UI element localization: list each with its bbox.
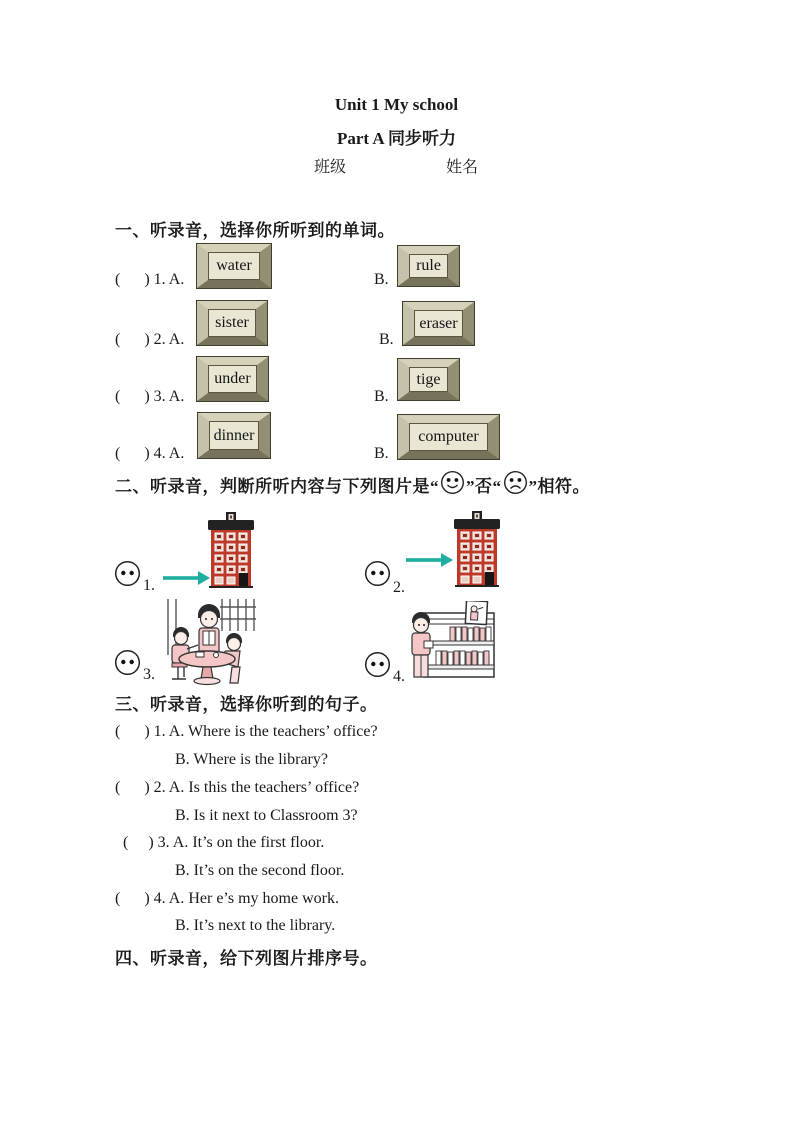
question4-prefix: ( ) 4. A. (115, 445, 185, 462)
question3-b-label: B. (374, 388, 389, 405)
sentence-line: B. Where is the library? (175, 751, 328, 768)
building-image-floor2 (453, 511, 501, 587)
face-no-mouth-icon (364, 560, 391, 587)
picture-number: 3. (143, 666, 155, 683)
sentence-line: ( ) 3. A. It’s on the first floor. (123, 834, 325, 851)
question3-prefix: ( ) 3. A. (115, 388, 185, 405)
face-no-mouth-icon (364, 651, 391, 678)
word-label: sister (215, 314, 249, 331)
section2-heading-start: 二、听录音，判断所听内容与下列图片是“ (115, 477, 439, 496)
word-label: eraser (419, 314, 458, 332)
word-label: computer (418, 428, 479, 445)
sentence-line: ( ) 1. A. Where is the teachers’ office? (115, 723, 378, 740)
page-subtitle: Part A 同步听力 (337, 129, 456, 148)
word-button-computer[interactable] (398, 415, 499, 459)
picture-number: 2. (393, 579, 405, 596)
sentence-line: B. It’s next to the library. (175, 917, 336, 934)
question2-b-label: B. (379, 331, 394, 348)
classroom-scene-image (160, 597, 258, 687)
sentence-line: ( ) 2. A. Is this the teachers’ office? (115, 779, 360, 796)
word-label: water (216, 257, 252, 274)
picture-number: 1. (143, 577, 155, 594)
teal-right-arrow-icon (163, 571, 210, 585)
word-button-tige[interactable] (398, 359, 459, 400)
section4-heading: 四、听录音，给下列图片排序号。 (115, 949, 378, 968)
word-button-eraser[interactable] (403, 302, 474, 345)
word-label: under (214, 370, 251, 387)
section2-heading-end: ”相符。 (528, 477, 590, 496)
class-label: 班级 (314, 159, 347, 176)
page-title: Unit 1 My school (334, 95, 459, 114)
name-label: 姓名 (446, 159, 479, 176)
question1-b-label: B. (374, 271, 389, 288)
library-scene-image (406, 601, 502, 681)
sentence-line: ( ) 4. A. Her e’s my home work. (115, 890, 339, 907)
question2-prefix: ( ) 2. A. (115, 331, 185, 348)
building-image-floor1 (207, 512, 255, 588)
smiley-face-icon (440, 470, 465, 495)
section1-heading: 一、听录音，选择你所听到的单词。 (115, 221, 395, 240)
section2-heading-mid: ”否“ (466, 477, 502, 496)
sentence-line: B. It’s on the second floor. (175, 862, 345, 879)
question4-b-label: B. (374, 445, 389, 462)
section3-heading: 三、听录音，选择你听到的句子。 (115, 695, 378, 714)
word-label: rule (416, 257, 441, 274)
picture-number: 4. (393, 668, 405, 685)
word-button-sister[interactable] (197, 301, 267, 345)
word-button-water[interactable] (197, 244, 271, 288)
frowny-face-icon (503, 470, 528, 495)
word-button-rule[interactable] (398, 246, 459, 286)
section2-heading (115, 472, 590, 497)
word-button-dinner[interactable] (198, 413, 270, 458)
face-no-mouth-icon (114, 560, 141, 587)
teal-right-arrow-icon (406, 553, 453, 567)
word-label: dinner (213, 426, 255, 444)
word-button-under[interactable] (197, 357, 268, 401)
word-label: tige (416, 370, 441, 388)
face-no-mouth-icon (114, 649, 141, 676)
sentence-line: B. Is it next to Classroom 3? (175, 807, 358, 824)
question1-prefix: ( ) 1. A. (115, 271, 185, 288)
